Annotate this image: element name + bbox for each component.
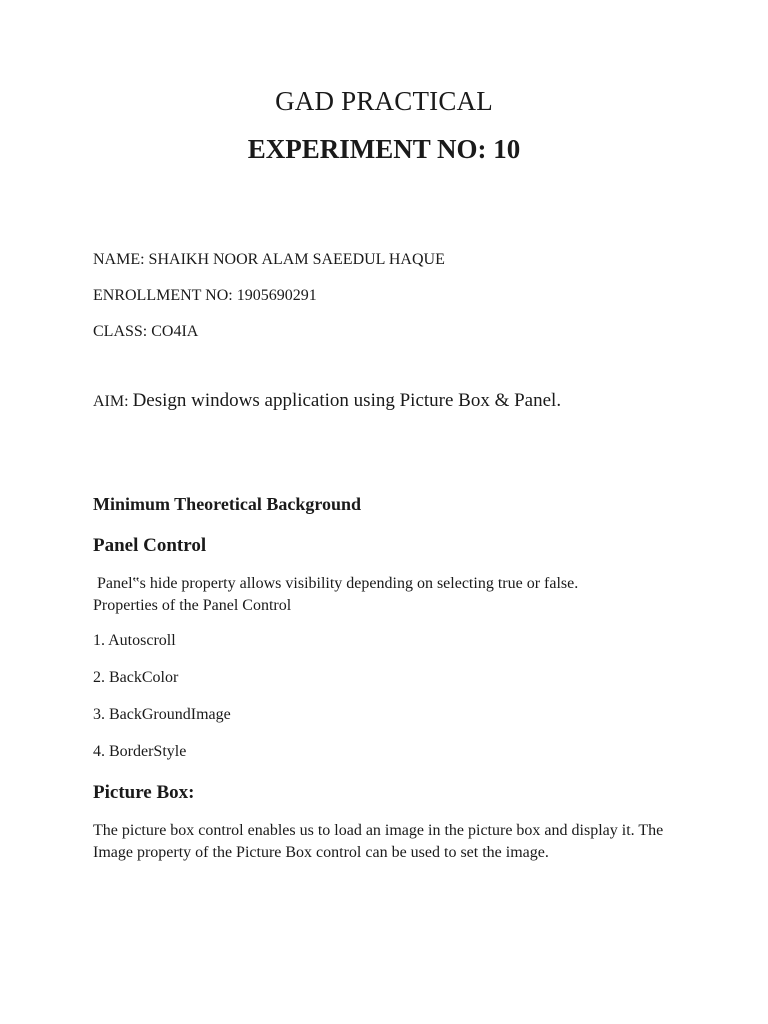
experiment-number: EXPERIMENT NO: 10 [247, 134, 521, 164]
panel-description [93, 573, 673, 617]
document-title: GAD PRACTICAL [275, 86, 493, 116]
panel-property-item: 2. BackColor [93, 669, 179, 686]
student-name: NAME: SHAIKH NOOR ALAM SAEEDUL HAQUE [93, 251, 445, 268]
panel-property-item: 3. BackGroundImage [93, 706, 231, 723]
panel-control-heading: Panel Control [93, 535, 207, 556]
aim-text: Design windows application using Picture Box & Panel. [132, 390, 562, 411]
aim-line [93, 390, 561, 412]
panel-property-item: 1. Autoscroll [93, 632, 176, 649]
panel-properties-intro: Properties of the Panel Control [93, 597, 292, 614]
picture-box-description: The picture box control enables us to load an image in the picture box and display it. The Image property of the Picture Box control can be used to set the image. [93, 822, 664, 861]
panel-description-line: Panel‟s hide property allows visibility depending on selecting true or false. [97, 575, 579, 592]
class-name: CLASS: CO4IA [93, 323, 199, 340]
background-heading: Minimum Theoretical Background [93, 494, 362, 514]
panel-property-item: 4. BorderStyle [93, 743, 187, 760]
enrollment-number: ENROLLMENT NO: 1905690291 [93, 287, 317, 304]
aim-label: AIM: [93, 393, 129, 410]
picture-box-heading: Picture Box: [93, 782, 195, 803]
